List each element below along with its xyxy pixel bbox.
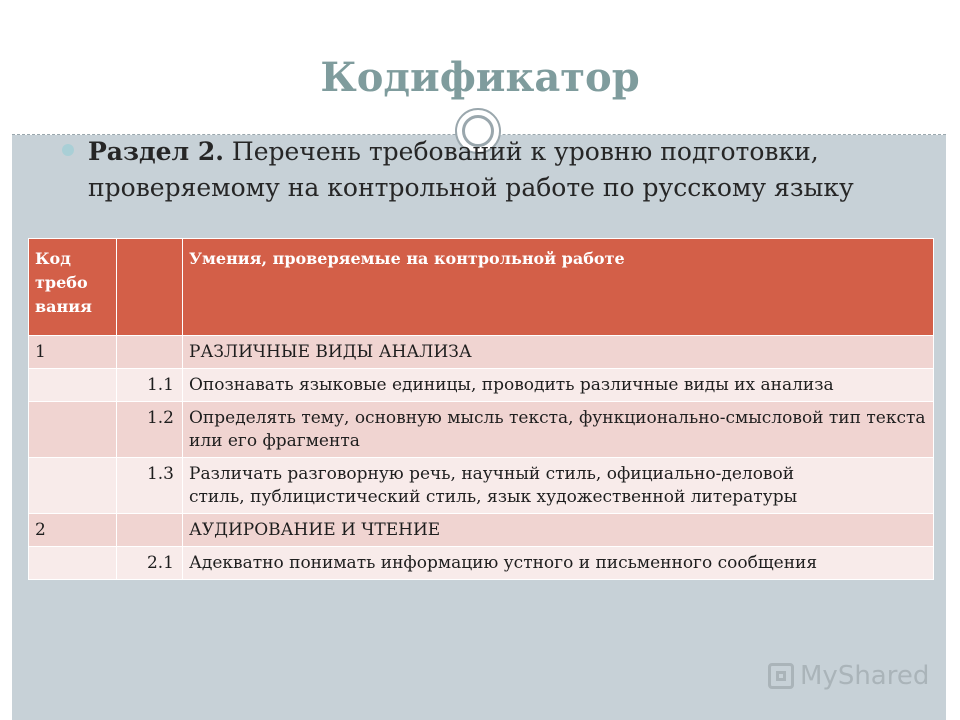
row-text-line2: стиль, публицистический стиль, язык художественной литературы xyxy=(189,487,798,507)
row-text: Опознавать языковые единицы, проводить различные виды их анализа xyxy=(183,369,934,402)
myshared-logo-icon xyxy=(768,663,794,689)
row-subcode: 2.1 xyxy=(117,547,183,580)
subtitle xyxy=(88,134,912,206)
table-row xyxy=(29,336,934,369)
row-text xyxy=(183,458,934,514)
table-row xyxy=(29,458,934,514)
row-subcode xyxy=(117,336,183,369)
row-text: РАЗЛИЧНЫЕ ВИДЫ АНАЛИЗА xyxy=(183,336,934,369)
header-subcode xyxy=(117,239,183,336)
slide-title: Кодификатор xyxy=(320,54,640,101)
row-text: Адекватно понимать информацию устного и письменного сообщения xyxy=(183,547,934,580)
row-code xyxy=(29,458,117,514)
subtitle-block xyxy=(62,134,912,238)
subtitle-text: Перечень требований к уровню подготовки, проверяемому на контрольной работе по русскому языку xyxy=(88,137,854,202)
row-subcode: 1.3 xyxy=(117,458,183,514)
row-text-line1: Различать разговорную речь, научный стиль, официально-деловой xyxy=(189,464,795,484)
table-row xyxy=(29,369,934,402)
requirements-table xyxy=(28,238,934,580)
row-code xyxy=(29,547,117,580)
row-subcode: 1.1 xyxy=(117,369,183,402)
row-subcode xyxy=(117,514,183,547)
row-code: 1 xyxy=(29,336,117,369)
row-code: 2 xyxy=(29,514,117,547)
row-subcode: 1.2 xyxy=(117,402,183,458)
watermark xyxy=(768,656,948,696)
header-code: Код требо вания xyxy=(29,239,117,336)
row-text: Определять тему, основную мысль текста, функционально-смысловой тип текста или его фрагмента xyxy=(183,402,934,458)
bullet-icon xyxy=(62,144,74,156)
row-code xyxy=(29,369,117,402)
table-row xyxy=(29,402,934,458)
table-header-row xyxy=(29,239,934,336)
table-row xyxy=(29,547,934,580)
subtitle-section: Раздел 2. xyxy=(88,137,224,166)
table-row xyxy=(29,514,934,547)
header-skills: Умения, проверяемые на контрольной работе xyxy=(183,239,934,336)
row-text: АУДИРОВАНИЕ И ЧТЕНИЕ xyxy=(183,514,934,547)
watermark-text: MyShared xyxy=(800,661,930,691)
row-code xyxy=(29,402,117,458)
